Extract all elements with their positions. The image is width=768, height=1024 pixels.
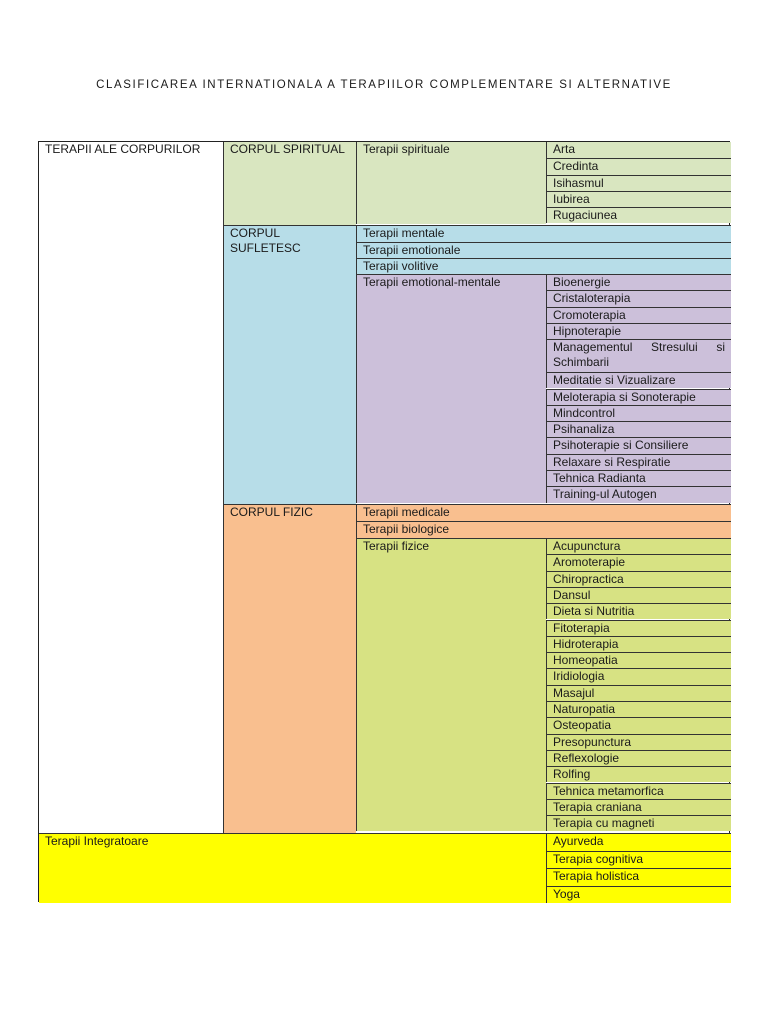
therapy-item-label: Terapia cognitiva (553, 851, 644, 866)
therapy-item-label: Terapia cu magneti (553, 816, 655, 831)
therapy-item (546, 620, 731, 636)
therapy-item-label: Mindcontrol (553, 405, 616, 420)
therapy-item-label: Cristaloterapia (553, 291, 631, 306)
therapy-item-label: Dansul (553, 587, 591, 602)
bodies-header (39, 142, 223, 833)
therapy-item (546, 734, 731, 750)
therapy-item (546, 701, 731, 717)
therapy-item-label: Osteopatia (553, 718, 612, 733)
therapy-item-label: Fitoterapia (553, 620, 610, 635)
therapy-item (546, 587, 731, 603)
therapy-item-label: Ayurveda (553, 834, 604, 848)
therapy-item (546, 290, 731, 306)
therapy-item-label: Training-ul Autogen (553, 487, 657, 502)
therapy-item-label: Homeopatia (553, 653, 618, 668)
therapy-item-label: Relaxare si Respiratie (553, 454, 671, 469)
therapy-item (546, 538, 731, 554)
therapy-item-label: Terapia holistica (553, 869, 640, 883)
group-medicale (356, 504, 731, 521)
therapy-item (546, 372, 731, 388)
page-title: CLASIFICAREA INTERNATIONALA A TERAPIILOR COMPLEMENTARE SI ALTERNATIVE (96, 79, 672, 91)
therapy-item-label: Masajul (553, 685, 595, 700)
body-spiritual (223, 142, 356, 225)
group-medicale-label: Terapii medicale (363, 505, 450, 519)
therapy-item (546, 389, 731, 405)
therapy-item (546, 603, 731, 619)
therapy-item-label: Tehnica metamorfica (553, 783, 664, 798)
therapy-item-label: Credinta (553, 159, 599, 174)
group-biologice-label: Terapii biologice (363, 522, 450, 536)
group-spirituale (356, 142, 546, 224)
therapy-item (546, 886, 731, 904)
body-sufletesc (223, 225, 356, 504)
therapy-item-label: Arta (553, 142, 576, 156)
group-emotional-mentale (356, 274, 546, 503)
group-spirituale-label: Terapii spirituale (363, 142, 450, 156)
therapy-item (546, 486, 731, 502)
therapy-item (546, 799, 731, 815)
therapy-item-label: Aromoterapie (553, 555, 626, 570)
body-fizic (223, 504, 356, 833)
therapy-item-label: Iubirea (553, 191, 590, 206)
therapy-item (546, 323, 731, 339)
therapy-item (546, 685, 731, 701)
therapy-item-label: Rolfing (553, 767, 591, 782)
bodies-header-label: TERAPII ALE CORPURILOR (45, 142, 201, 156)
therapy-item-label: Tehnica Radianta (553, 471, 646, 485)
therapy-item (546, 868, 731, 886)
therapy-item-label: Presopunctura (553, 734, 632, 749)
therapy-item-label: Isihasmul (553, 175, 604, 190)
group-mentale-label: Terapii mentale (363, 226, 445, 240)
therapy-item-label: Cromoterapia (553, 307, 626, 322)
therapy-item-label: Terapia craniana (553, 799, 642, 814)
therapy-item-label: Meloterapia si Sonoterapie (553, 389, 696, 404)
therapy-item (546, 191, 731, 207)
group-mentale (356, 225, 731, 242)
therapy-item (546, 783, 731, 799)
therapy-item-label: Psihanaliza (553, 422, 615, 437)
therapy-item (546, 158, 731, 174)
therapy-item (546, 554, 731, 570)
therapy-item (546, 636, 731, 652)
therapy-item-label: Acupunctura (553, 539, 621, 553)
therapy-item-label: Meditatie si Vizualizare (553, 373, 676, 388)
group-integratoare-label: Terapii Integratoare (45, 834, 149, 848)
group-integratoare (39, 833, 546, 903)
therapy-item (546, 274, 731, 290)
therapy-item (546, 421, 731, 437)
body-sufletesc-label: CORPUL SUFLETESC (230, 226, 301, 255)
group-fizice (356, 538, 546, 831)
therapy-item-label: Managementul Stresului si Schimbarii (553, 340, 725, 370)
therapy-item (546, 750, 731, 766)
therapy-item (546, 142, 731, 158)
therapy-item-label: Bioenergie (553, 275, 611, 289)
therapy-item-label: Dieta si Nutritia (553, 604, 635, 619)
therapy-item (546, 833, 731, 851)
group-biologice (356, 521, 731, 538)
therapy-item-label: Hidroterapia (553, 636, 619, 651)
therapy-item (546, 652, 731, 668)
therapy-item (546, 454, 731, 470)
therapy-item-label: Chiropractica (553, 571, 624, 586)
therapy-item (546, 470, 731, 486)
therapy-item-label: Psihoterapie si Consiliere (553, 438, 689, 453)
therapy-item-label: Naturopatia (553, 702, 616, 716)
therapy-item-label: Iridiologia (553, 669, 605, 684)
group-emotionale (356, 242, 731, 258)
classification-table (38, 141, 730, 902)
group-emotional-mentale-label: Terapii emotional-mentale (363, 275, 501, 289)
therapy-item (546, 766, 731, 782)
group-emotionale-label: Terapii emotionale (363, 243, 461, 257)
therapy-item (546, 571, 731, 587)
therapy-item (546, 717, 731, 733)
therapy-item-label: Rugaciunea (553, 208, 618, 223)
therapy-item (546, 405, 731, 421)
therapy-item (546, 668, 731, 684)
therapy-item (546, 207, 731, 223)
body-spiritual-label: CORPUL SPIRITUAL (230, 142, 345, 156)
therapy-item-label: Reflexologie (553, 750, 620, 765)
group-volitive (356, 258, 731, 274)
therapy-item (546, 339, 731, 372)
group-fizice-label: Terapii fizice (363, 539, 430, 553)
therapy-item (546, 851, 731, 869)
therapy-item (546, 307, 731, 323)
group-volitive-label: Terapii volitive (363, 259, 439, 273)
therapy-item-label: Hipnoterapie (553, 323, 622, 338)
therapy-item (546, 175, 731, 191)
therapy-item-label: Yoga (553, 886, 580, 901)
body-fizic-label: CORPUL FIZIC (230, 505, 313, 519)
therapy-item (546, 437, 731, 453)
therapy-item (546, 815, 731, 831)
